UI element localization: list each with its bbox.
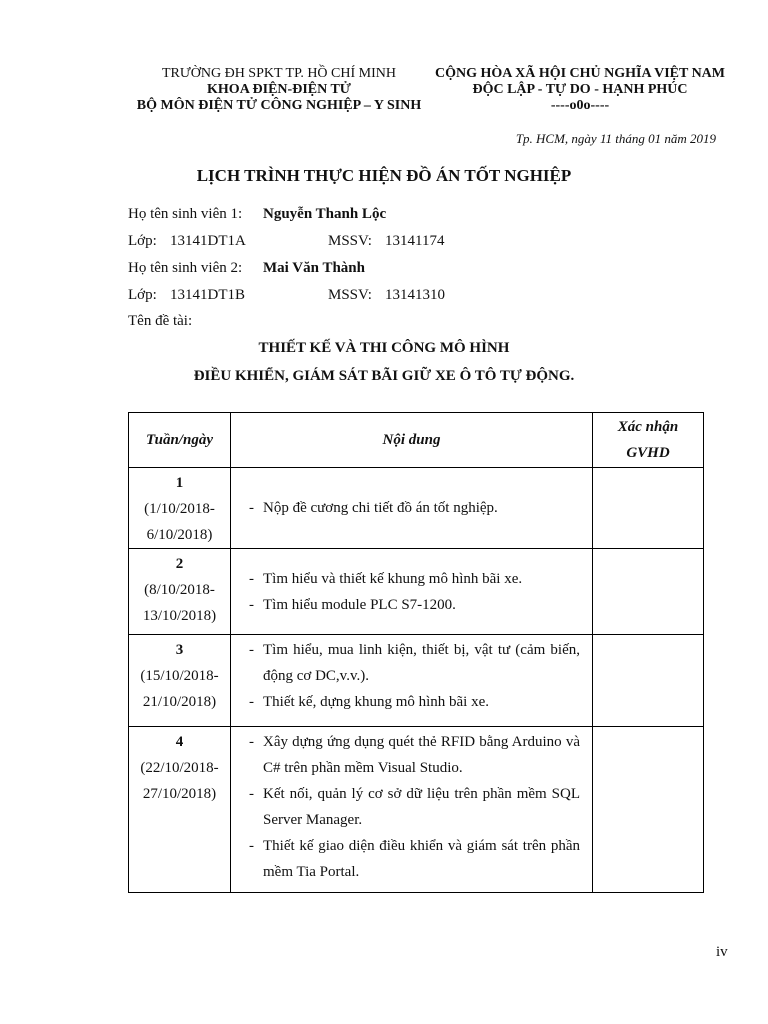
country-name: CỘNG HÒA XÃ HỘI CHỦ NGHĨA VIỆT NAM <box>434 66 725 81</box>
column-header-content: Nội dung <box>231 413 593 468</box>
content-cell <box>231 468 593 549</box>
student-name-label: Họ tên sinh viên 1: <box>128 206 243 222</box>
week-start-date: (8/10/2018- <box>144 582 215 598</box>
student-1-name-line <box>128 205 387 223</box>
task-item: - Tìm hiểu module PLC S7-1200. <box>245 592 580 618</box>
task-item: - Nộp đề cương chi tiết đồ án tốt nghiệp. <box>245 495 580 521</box>
document-date: Tp. HCM, ngày 11 tháng 01 năm 2019 <box>515 131 716 146</box>
task-item: - Tìm hiểu, mua linh kiện, thiết bị, vật tư (cảm biến, động cơ DC,v.v.). <box>245 637 580 689</box>
task-list <box>231 729 592 885</box>
confirmation-cell <box>593 727 704 893</box>
student-name-label: Họ tên sinh viên 2: <box>128 260 243 276</box>
topic-label: Tên đề tài: <box>128 313 193 329</box>
column-header-week: Tuần/ngày <box>129 413 231 468</box>
student-id-value: 13141310 <box>385 287 445 303</box>
confirmation-cell <box>593 635 704 727</box>
header-ornament: ----o0o---- <box>550 98 610 113</box>
topic-line-1: THIẾT KẾ VÀ THI CÔNG MÔ HÌNH <box>258 340 510 356</box>
class-label: Lớp: <box>128 287 157 303</box>
confirmation-cell <box>593 549 704 635</box>
student-id-value: 13141174 <box>385 233 445 249</box>
task-item: - Xây dựng ứng dụng quét thẻ RFID bằng Arduino và C# trên phần mềm Visual Studio. <box>245 729 580 781</box>
confirmation-cell <box>593 468 704 549</box>
table-row <box>129 635 704 727</box>
schedule-table <box>128 412 704 893</box>
topic-line-2: ĐIỀU KHIỂN, GIÁM SÁT BÃI GIỮ XE Ô TÔ TỰ ĐỘNG. <box>193 368 575 384</box>
student-2-name-line <box>128 259 365 277</box>
national-header <box>424 66 736 114</box>
task-list <box>231 637 592 715</box>
student-id-label: MSSV: <box>328 233 372 249</box>
confirmation-header-text: Xác nhận GVHD <box>617 419 679 461</box>
task-item: - Kết nối, quản lý cơ sở dữ liệu trên phần mềm SQL Server Manager. <box>245 781 580 833</box>
week-cell <box>129 727 231 893</box>
task-item: - Tìm hiểu và thiết kế khung mô hình bãi xe. <box>245 566 580 592</box>
week-start-date: (1/10/2018- <box>144 501 215 517</box>
student-name: Mai Văn Thành <box>263 260 365 276</box>
column-header-confirmation <box>593 413 704 468</box>
task-list <box>231 566 592 618</box>
class-value: 13141DT1A <box>170 233 246 249</box>
table-row <box>129 549 704 635</box>
student-id-label: MSSV: <box>328 287 372 303</box>
university-name: TRƯỜNG ĐH SPKT TP. HỒ CHÍ MINH <box>162 66 396 81</box>
table-row <box>129 468 704 549</box>
student-1-class-line <box>128 232 445 250</box>
document-title: LỊCH TRÌNH THỰC HIỆN ĐỒ ÁN TỐT NGHIỆP <box>196 166 572 185</box>
content-cell <box>231 549 593 635</box>
week-cell <box>129 549 231 635</box>
week-start-date: (15/10/2018- <box>140 668 219 684</box>
week-end-date: 21/10/2018) <box>142 694 217 710</box>
week-number: 1 <box>175 475 184 491</box>
page-number: iv <box>716 944 728 960</box>
institution-header <box>118 66 440 114</box>
content-cell <box>231 635 593 727</box>
class-value: 13141DT1B <box>170 287 245 303</box>
national-motto: ĐỘC LẬP - TỰ DO - HẠNH PHÚC <box>472 82 688 97</box>
class-label: Lớp: <box>128 233 157 249</box>
week-end-date: 13/10/2018) <box>142 608 217 624</box>
student-name: Nguyễn Thanh Lộc <box>263 206 387 222</box>
task-list <box>231 495 592 521</box>
student-2-class-line <box>128 286 445 304</box>
week-end-date: 27/10/2018) <box>142 786 217 802</box>
week-number: 4 <box>175 734 184 750</box>
table-header-row <box>129 413 704 468</box>
department-name: BỘ MÔN ĐIỆN TỬ CÔNG NGHIỆP – Y SINH <box>136 98 422 113</box>
task-item: - Thiết kế giao diện điều khiển và giám sát trên phần mềm Tia Portal. <box>245 833 580 885</box>
week-number: 3 <box>175 642 184 658</box>
table-row <box>129 727 704 893</box>
week-number: 2 <box>175 556 184 572</box>
week-start-date: (22/10/2018- <box>140 760 219 776</box>
content-cell <box>231 727 593 893</box>
week-end-date: 6/10/2018) <box>146 527 213 543</box>
week-cell <box>129 468 231 549</box>
faculty-name: KHOA ĐIỆN-ĐIỆN TỬ <box>207 82 351 97</box>
task-item: - Thiết kế, dựng khung mô hình bãi xe. <box>245 689 580 715</box>
week-cell <box>129 635 231 727</box>
